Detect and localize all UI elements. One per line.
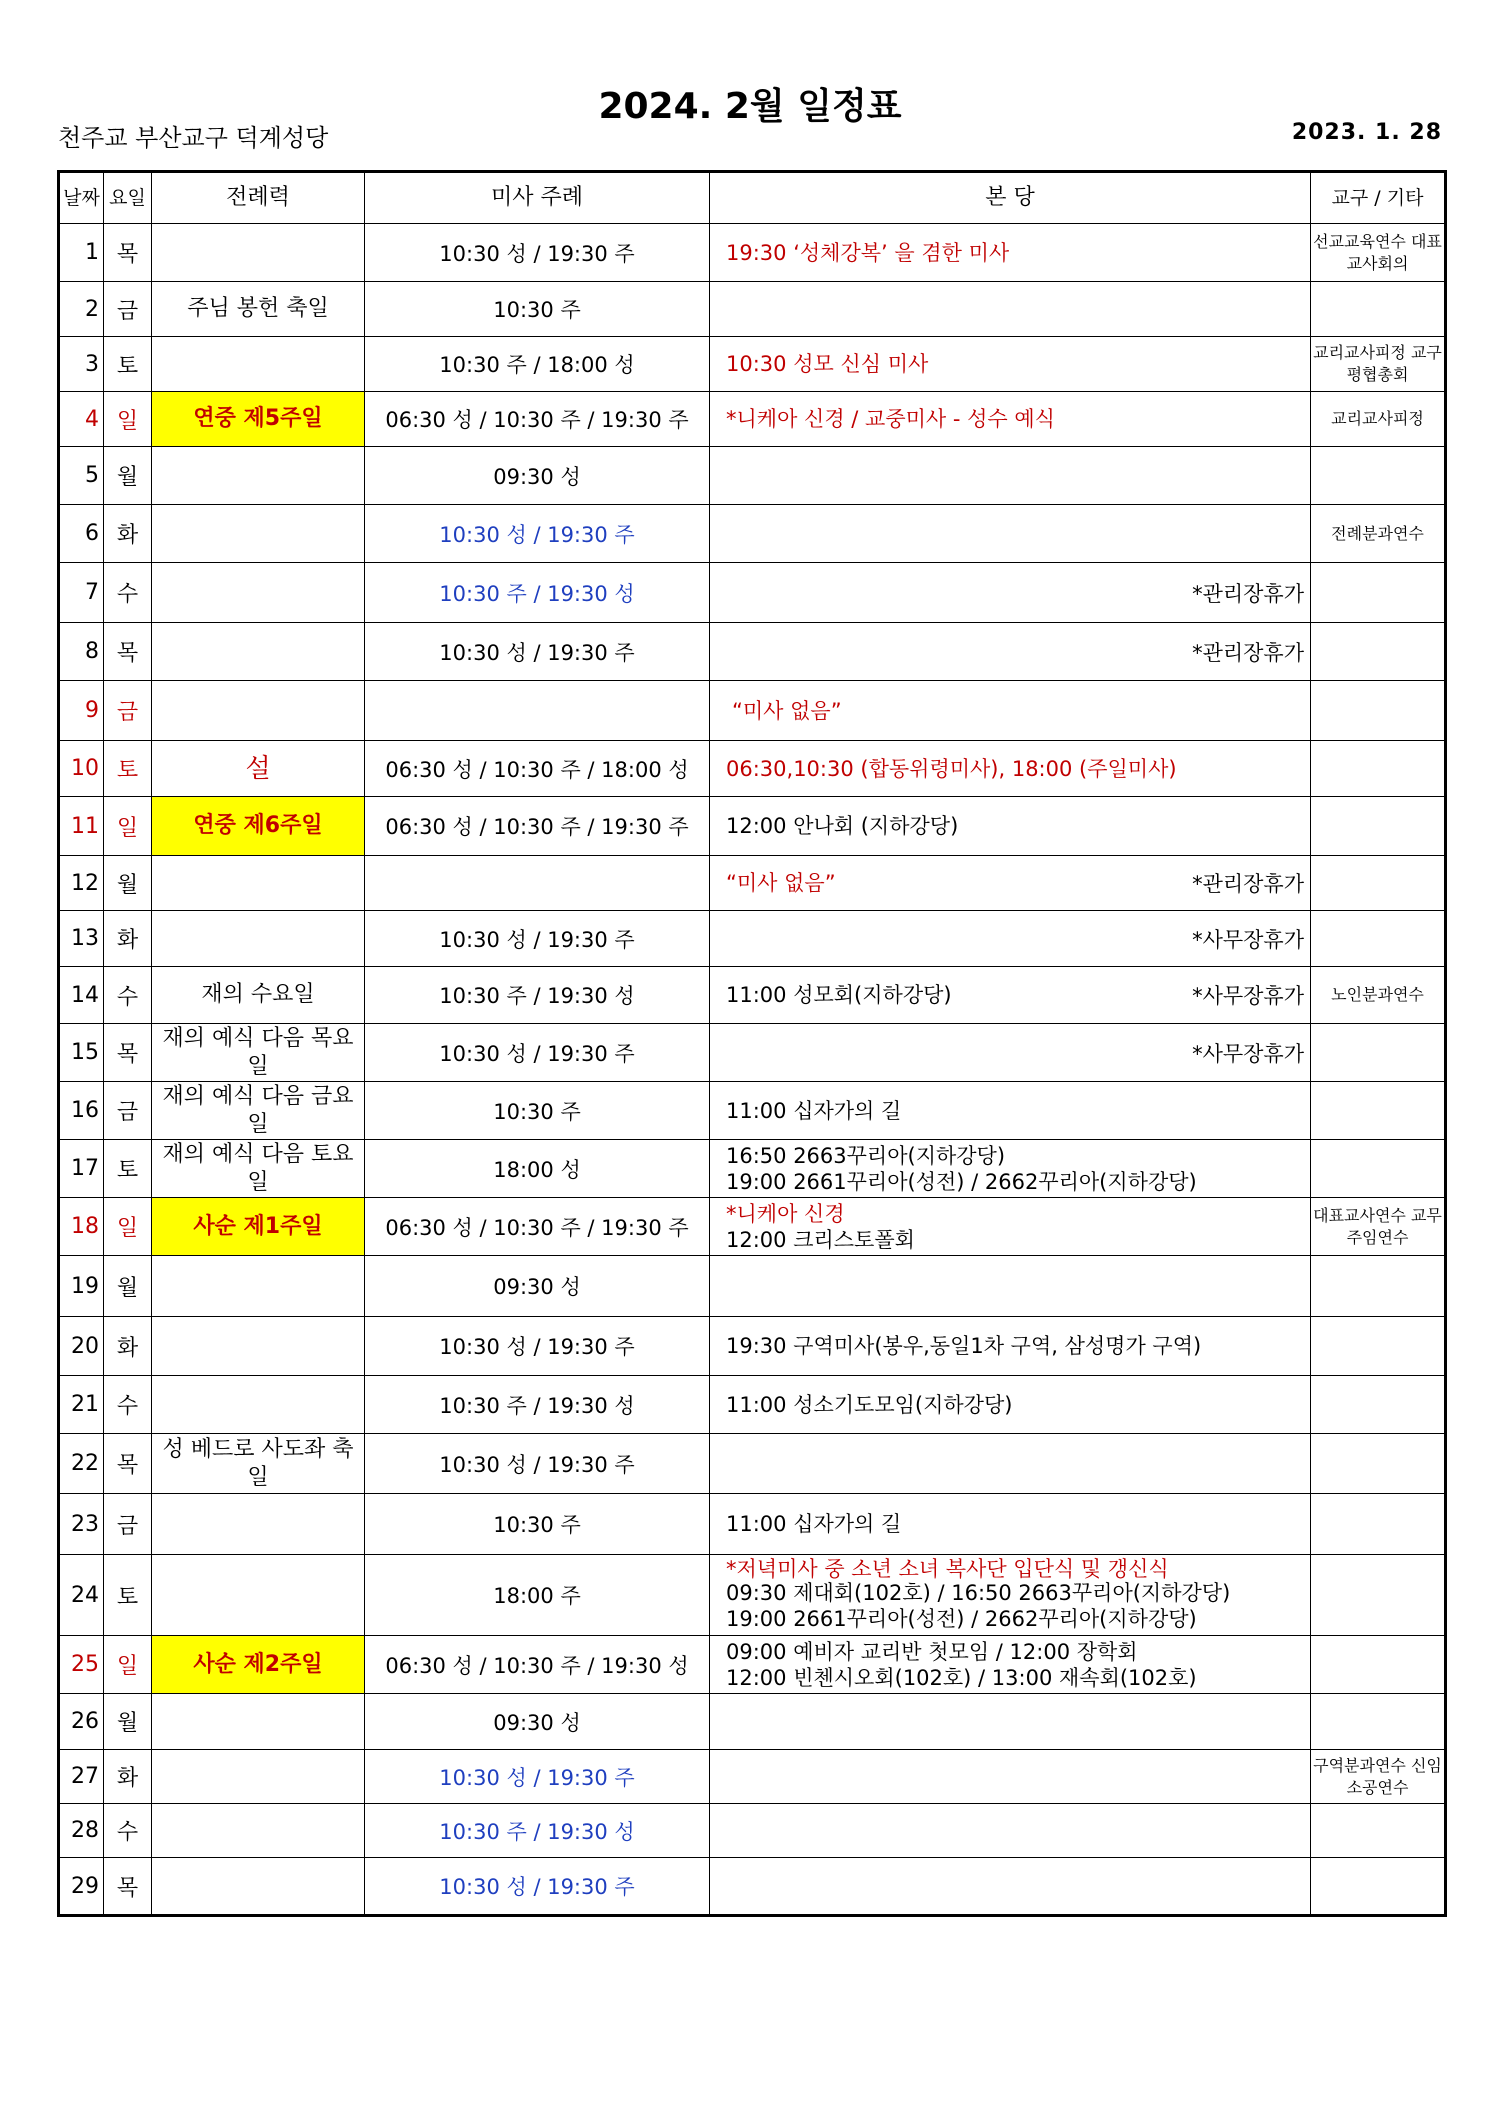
main-cell bbox=[710, 1750, 1311, 1804]
mass-cell bbox=[365, 856, 710, 911]
table-row bbox=[59, 1804, 1446, 1858]
diocese-other-cell bbox=[1311, 1317, 1446, 1376]
weekday-cell: 금 bbox=[104, 282, 152, 337]
mass-cell: 10:30 주 bbox=[365, 282, 710, 337]
mass-cell: 10:30 주 / 19:30 성 bbox=[365, 967, 710, 1024]
event-text: “미사 없음” bbox=[732, 698, 842, 723]
table-row bbox=[59, 1024, 1446, 1082]
table-row bbox=[59, 681, 1446, 741]
weekday-cell: 수 bbox=[104, 1804, 152, 1858]
weekday-cell: 토 bbox=[104, 741, 152, 797]
col-header-other: 교구 / 기타 bbox=[1311, 172, 1446, 224]
liturgy-cell bbox=[152, 505, 365, 563]
table-row bbox=[59, 447, 1446, 505]
diocese-other-cell bbox=[1311, 1434, 1446, 1494]
staff-leave-note: *사무장휴가 bbox=[1192, 1041, 1304, 1066]
main-cell bbox=[710, 856, 1311, 911]
day-cell: 11 bbox=[59, 797, 104, 856]
table-row bbox=[59, 224, 1446, 282]
liturgy-cell bbox=[152, 681, 365, 741]
main-cell bbox=[710, 1694, 1311, 1750]
mass-cell: 10:30 성 / 19:30 주 bbox=[365, 505, 710, 563]
day-cell: 24 bbox=[59, 1555, 104, 1636]
mass-cell: 09:30 성 bbox=[365, 1694, 710, 1750]
liturgy-cell bbox=[152, 623, 365, 681]
day-cell: 13 bbox=[59, 911, 104, 967]
mass-cell bbox=[365, 681, 710, 741]
main-cell bbox=[710, 1804, 1311, 1858]
col-header-day: 날짜 bbox=[59, 172, 104, 224]
table-row bbox=[59, 856, 1446, 911]
weekday-cell: 금 bbox=[104, 1494, 152, 1555]
mass-cell: 06:30 성 / 10:30 주 / 19:30 주 bbox=[365, 1198, 710, 1256]
day-cell: 21 bbox=[59, 1376, 104, 1434]
mass-cell: 10:30 성 / 19:30 주 bbox=[365, 1024, 710, 1082]
event-text: 19:30 ‘성체강복’ 을 겸한 미사 bbox=[726, 240, 1010, 265]
day-cell: 2 bbox=[59, 282, 104, 337]
diocese-other-cell: 대표교사연수 교무주임연수 bbox=[1311, 1198, 1446, 1256]
mass-cell: 10:30 성 / 19:30 주 bbox=[365, 1858, 710, 1916]
diocese-other-cell: 교리교사피정 교구평협총회 bbox=[1311, 337, 1446, 392]
main-cell bbox=[710, 505, 1311, 563]
mass-cell: 06:30 성 / 10:30 주 / 18:00 성 bbox=[365, 741, 710, 797]
event-text: *니케아 신경 bbox=[726, 1201, 845, 1226]
day-cell: 3 bbox=[59, 337, 104, 392]
weekday-cell: 일 bbox=[104, 797, 152, 856]
main-cell bbox=[710, 447, 1311, 505]
diocese-other-cell bbox=[1311, 911, 1446, 967]
table-row bbox=[59, 1082, 1446, 1140]
main-cell bbox=[710, 741, 1311, 797]
schedule-table bbox=[57, 170, 1447, 1917]
weekday-cell: 월 bbox=[104, 447, 152, 505]
liturgy-cell bbox=[152, 1256, 365, 1317]
diocese-other-cell bbox=[1311, 741, 1446, 797]
liturgy-cell: 사순 제1주일 bbox=[152, 1198, 365, 1256]
main-cell bbox=[710, 1082, 1311, 1140]
table-row bbox=[59, 741, 1446, 797]
liturgy-cell: 주님 봉헌 축일 bbox=[152, 282, 365, 337]
liturgy-cell: 성 베드로 사도좌 축일 bbox=[152, 1434, 365, 1494]
organization-name: 천주교 부산교구 덕계성당 bbox=[58, 124, 329, 152]
main-cell bbox=[710, 1140, 1311, 1198]
mass-cell: 09:30 성 bbox=[365, 447, 710, 505]
weekday-cell: 토 bbox=[104, 337, 152, 392]
table-row bbox=[59, 1636, 1446, 1694]
day-cell: 19 bbox=[59, 1256, 104, 1317]
weekday-cell: 금 bbox=[104, 1082, 152, 1140]
table-row bbox=[59, 282, 1446, 337]
main-cell bbox=[710, 392, 1311, 447]
document-date: 2023. 1. 28 bbox=[1291, 120, 1442, 145]
mass-cell: 18:00 성 bbox=[365, 1140, 710, 1198]
liturgy-cell bbox=[152, 224, 365, 282]
main-cell bbox=[710, 911, 1311, 967]
weekday-cell: 금 bbox=[104, 681, 152, 741]
main-cell bbox=[710, 1636, 1311, 1694]
day-cell: 25 bbox=[59, 1636, 104, 1694]
main-cell bbox=[710, 1434, 1311, 1494]
col-header-mass: 미사 주례 bbox=[365, 172, 710, 224]
event-text: 09:30 제대회(102호) / 16:50 2663꾸리아(지하강당) bbox=[726, 1581, 1231, 1605]
liturgy-cell bbox=[152, 1858, 365, 1916]
diocese-other-cell bbox=[1311, 1694, 1446, 1750]
table-row bbox=[59, 623, 1446, 681]
diocese-other-cell bbox=[1311, 1494, 1446, 1555]
table-row bbox=[59, 1858, 1446, 1916]
diocese-other-cell bbox=[1311, 447, 1446, 505]
table-row bbox=[59, 1198, 1446, 1256]
weekday-cell: 월 bbox=[104, 1694, 152, 1750]
day-cell: 6 bbox=[59, 505, 104, 563]
day-cell: 23 bbox=[59, 1494, 104, 1555]
mass-cell: 10:30 주 / 19:30 성 bbox=[365, 563, 710, 623]
main-cell bbox=[710, 1317, 1311, 1376]
staff-leave-note: *관리장휴가 bbox=[1192, 581, 1304, 606]
liturgy-cell: 설 bbox=[152, 741, 365, 797]
header-row bbox=[59, 172, 1446, 224]
main-cell bbox=[710, 1555, 1311, 1636]
col-header-weekday: 요일 bbox=[104, 172, 152, 224]
table-row bbox=[59, 967, 1446, 1024]
weekday-cell: 토 bbox=[104, 1555, 152, 1636]
main-cell bbox=[710, 681, 1311, 741]
main-cell bbox=[710, 1494, 1311, 1555]
diocese-other-cell: 구역분과연수 신임소공연수 bbox=[1311, 1750, 1446, 1804]
diocese-other-cell bbox=[1311, 1858, 1446, 1916]
main-cell bbox=[710, 1024, 1311, 1082]
col-header-main: 본 당 bbox=[710, 172, 1311, 224]
liturgy-cell bbox=[152, 1804, 365, 1858]
weekday-cell: 월 bbox=[104, 856, 152, 911]
liturgy-cell bbox=[152, 337, 365, 392]
event-text: 06:30,10:30 (합동위령미사), 18:00 (주일미사) bbox=[726, 756, 1177, 781]
main-cell bbox=[710, 1256, 1311, 1317]
weekday-cell: 목 bbox=[104, 1024, 152, 1082]
event-text: 12:00 빈첸시오회(102호) / 13:00 재속회(102호) bbox=[726, 1665, 1197, 1690]
liturgy-cell: 연중 제5주일 bbox=[152, 392, 365, 447]
liturgy-cell bbox=[152, 911, 365, 967]
weekday-cell: 목 bbox=[104, 623, 152, 681]
mass-cell: 10:30 성 / 19:30 주 bbox=[365, 1750, 710, 1804]
table-row bbox=[59, 1376, 1446, 1434]
day-cell: 15 bbox=[59, 1024, 104, 1082]
event-text: 09:00 예비자 교리반 첫모임 / 12:00 장학회 bbox=[726, 1639, 1138, 1664]
event-text: 19:30 구역미사(봉우,동일1차 구역, 삼성명가 구역) bbox=[726, 1334, 1202, 1358]
liturgy-cell bbox=[152, 1694, 365, 1750]
liturgy-cell: 재의 수요일 bbox=[152, 967, 365, 1024]
day-cell: 20 bbox=[59, 1317, 104, 1376]
day-cell: 12 bbox=[59, 856, 104, 911]
weekday-cell: 수 bbox=[104, 563, 152, 623]
liturgy-cell bbox=[152, 1494, 365, 1555]
col-header-liturgy: 전례력 bbox=[152, 172, 365, 224]
event-text: 11:00 십자가의 길 bbox=[726, 1098, 902, 1123]
liturgy-cell: 연중 제6주일 bbox=[152, 797, 365, 856]
mass-cell: 06:30 성 / 10:30 주 / 19:30 주 bbox=[365, 797, 710, 856]
mass-cell: 10:30 성 / 19:30 주 bbox=[365, 911, 710, 967]
table-row bbox=[59, 563, 1446, 623]
liturgy-cell bbox=[152, 856, 365, 911]
weekday-cell: 화 bbox=[104, 911, 152, 967]
weekday-cell: 월 bbox=[104, 1256, 152, 1317]
main-cell bbox=[710, 282, 1311, 337]
day-cell: 5 bbox=[59, 447, 104, 505]
day-cell: 16 bbox=[59, 1082, 104, 1140]
main-cell bbox=[710, 967, 1311, 1024]
event-text: “미사 없음” bbox=[726, 871, 836, 895]
weekday-cell: 목 bbox=[104, 1434, 152, 1494]
mass-cell: 09:30 성 bbox=[365, 1256, 710, 1317]
mass-cell: 06:30 성 / 10:30 주 / 19:30 주 bbox=[365, 392, 710, 447]
event-text: 19:00 2661꾸리아(성전) / 2662꾸리아(지하강당) bbox=[726, 1169, 1197, 1194]
mass-cell: 10:30 성 / 19:30 주 bbox=[365, 1317, 710, 1376]
main-cell bbox=[710, 623, 1311, 681]
diocese-other-cell bbox=[1311, 681, 1446, 741]
table-row bbox=[59, 1555, 1446, 1636]
day-cell: 29 bbox=[59, 1858, 104, 1916]
diocese-other-cell bbox=[1311, 1555, 1446, 1636]
diocese-other-cell bbox=[1311, 1082, 1446, 1140]
weekday-cell: 목 bbox=[104, 224, 152, 282]
event-text: 11:00 십자가의 길 bbox=[726, 1512, 902, 1536]
day-cell: 4 bbox=[59, 392, 104, 447]
mass-cell: 10:30 성 / 19:30 주 bbox=[365, 1434, 710, 1494]
diocese-other-cell: 노인분과연수 bbox=[1311, 967, 1446, 1024]
diocese-other-cell bbox=[1311, 563, 1446, 623]
mass-cell: 10:30 주 bbox=[365, 1082, 710, 1140]
table-row bbox=[59, 797, 1446, 856]
diocese-other-cell bbox=[1311, 623, 1446, 681]
day-cell: 8 bbox=[59, 623, 104, 681]
day-cell: 17 bbox=[59, 1140, 104, 1198]
mass-cell: 10:30 주 / 19:30 성 bbox=[365, 1804, 710, 1858]
liturgy-cell: 재의 예식 다음 금요일 bbox=[152, 1082, 365, 1140]
day-cell: 14 bbox=[59, 967, 104, 1024]
event-text: *저녁미사 중 소년 소녀 복사단 입단식 및 갱신식 bbox=[726, 1557, 1169, 1581]
diocese-other-cell bbox=[1311, 282, 1446, 337]
weekday-cell: 일 bbox=[104, 1198, 152, 1256]
weekday-cell: 화 bbox=[104, 1750, 152, 1804]
event-text: 12:00 크리스토폴회 bbox=[726, 1227, 915, 1252]
liturgy-cell bbox=[152, 1555, 365, 1636]
table-row bbox=[59, 505, 1446, 563]
diocese-other-cell bbox=[1311, 1636, 1446, 1694]
weekday-cell: 일 bbox=[104, 1636, 152, 1694]
main-cell bbox=[710, 1198, 1311, 1256]
staff-leave-note: *관리장휴가 bbox=[1192, 872, 1304, 896]
weekday-cell: 토 bbox=[104, 1140, 152, 1198]
weekday-cell: 수 bbox=[104, 967, 152, 1024]
diocese-other-cell bbox=[1311, 797, 1446, 856]
day-cell: 26 bbox=[59, 1694, 104, 1750]
weekday-cell: 화 bbox=[104, 1317, 152, 1376]
table-row bbox=[59, 1694, 1446, 1750]
day-cell: 7 bbox=[59, 563, 104, 623]
liturgy-cell: 사순 제2주일 bbox=[152, 1636, 365, 1694]
mass-cell: 10:30 주 / 19:30 성 bbox=[365, 1376, 710, 1434]
day-cell: 1 bbox=[59, 224, 104, 282]
table-row bbox=[59, 337, 1446, 392]
day-cell: 28 bbox=[59, 1804, 104, 1858]
liturgy-cell bbox=[152, 1317, 365, 1376]
mass-cell: 06:30 성 / 10:30 주 / 19:30 성 bbox=[365, 1636, 710, 1694]
weekday-cell: 일 bbox=[104, 392, 152, 447]
table-row bbox=[59, 1494, 1446, 1555]
diocese-other-cell: 전례분과연수 bbox=[1311, 505, 1446, 563]
day-cell: 22 bbox=[59, 1434, 104, 1494]
diocese-other-cell bbox=[1311, 1024, 1446, 1082]
table-row bbox=[59, 1317, 1446, 1376]
liturgy-cell bbox=[152, 447, 365, 505]
event-text: 19:00 2661꾸리아(성전) / 2662꾸리아(지하강당) bbox=[726, 1607, 1197, 1631]
diocese-other-cell bbox=[1311, 1804, 1446, 1858]
day-cell: 10 bbox=[59, 741, 104, 797]
mass-cell: 18:00 주 bbox=[365, 1555, 710, 1636]
staff-leave-note: *관리장휴가 bbox=[1192, 640, 1304, 665]
event-text: 11:00 성소기도모임(지하강당) bbox=[726, 1392, 1013, 1417]
day-cell: 18 bbox=[59, 1198, 104, 1256]
table-row bbox=[59, 1256, 1446, 1317]
day-cell: 9 bbox=[59, 681, 104, 741]
diocese-other-cell bbox=[1311, 1376, 1446, 1434]
table-row bbox=[59, 392, 1446, 447]
event-text: 10:30 성모 신심 미사 bbox=[726, 352, 929, 376]
diocese-other-cell: 선교교육연수 대표교사회의 bbox=[1311, 224, 1446, 282]
page-title: 2024. 2월 일정표 bbox=[598, 86, 902, 127]
weekday-cell: 수 bbox=[104, 1376, 152, 1434]
event-text: *니케아 신경 / 교중미사 - 성수 예식 bbox=[726, 407, 1055, 431]
mass-cell: 10:30 주 bbox=[365, 1494, 710, 1555]
liturgy-cell bbox=[152, 1376, 365, 1434]
liturgy-cell: 재의 예식 다음 목요일 bbox=[152, 1024, 365, 1082]
weekday-cell: 목 bbox=[104, 1858, 152, 1916]
table-row bbox=[59, 911, 1446, 967]
staff-leave-note: *사무장휴가 bbox=[1192, 984, 1304, 1008]
weekday-cell: 화 bbox=[104, 505, 152, 563]
diocese-other-cell bbox=[1311, 856, 1446, 911]
staff-leave-note: *사무장휴가 bbox=[1192, 927, 1304, 952]
day-cell: 27 bbox=[59, 1750, 104, 1804]
event-text: 12:00 안나회 (지하강당) bbox=[726, 814, 959, 838]
diocese-other-cell: 교리교사피정 bbox=[1311, 392, 1446, 447]
diocese-other-cell bbox=[1311, 1140, 1446, 1198]
mass-cell: 10:30 성 / 19:30 주 bbox=[365, 623, 710, 681]
table-row bbox=[59, 1434, 1446, 1494]
main-cell bbox=[710, 1376, 1311, 1434]
event-text: 16:50 2663꾸리아(지하강당) bbox=[726, 1143, 1006, 1168]
mass-cell: 10:30 성 / 19:30 주 bbox=[365, 224, 710, 282]
main-cell bbox=[710, 337, 1311, 392]
table-row bbox=[59, 1750, 1446, 1804]
liturgy-cell bbox=[152, 1750, 365, 1804]
liturgy-cell bbox=[152, 563, 365, 623]
main-cell bbox=[710, 1858, 1311, 1916]
table-row bbox=[59, 1140, 1446, 1198]
diocese-other-cell bbox=[1311, 1256, 1446, 1317]
main-cell bbox=[710, 224, 1311, 282]
liturgy-cell: 재의 예식 다음 토요일 bbox=[152, 1140, 365, 1198]
main-cell bbox=[710, 563, 1311, 623]
main-cell bbox=[710, 797, 1311, 856]
mass-cell: 10:30 주 / 18:00 성 bbox=[365, 337, 710, 392]
event-text: 11:00 성모회(지하강당) bbox=[726, 983, 952, 1007]
